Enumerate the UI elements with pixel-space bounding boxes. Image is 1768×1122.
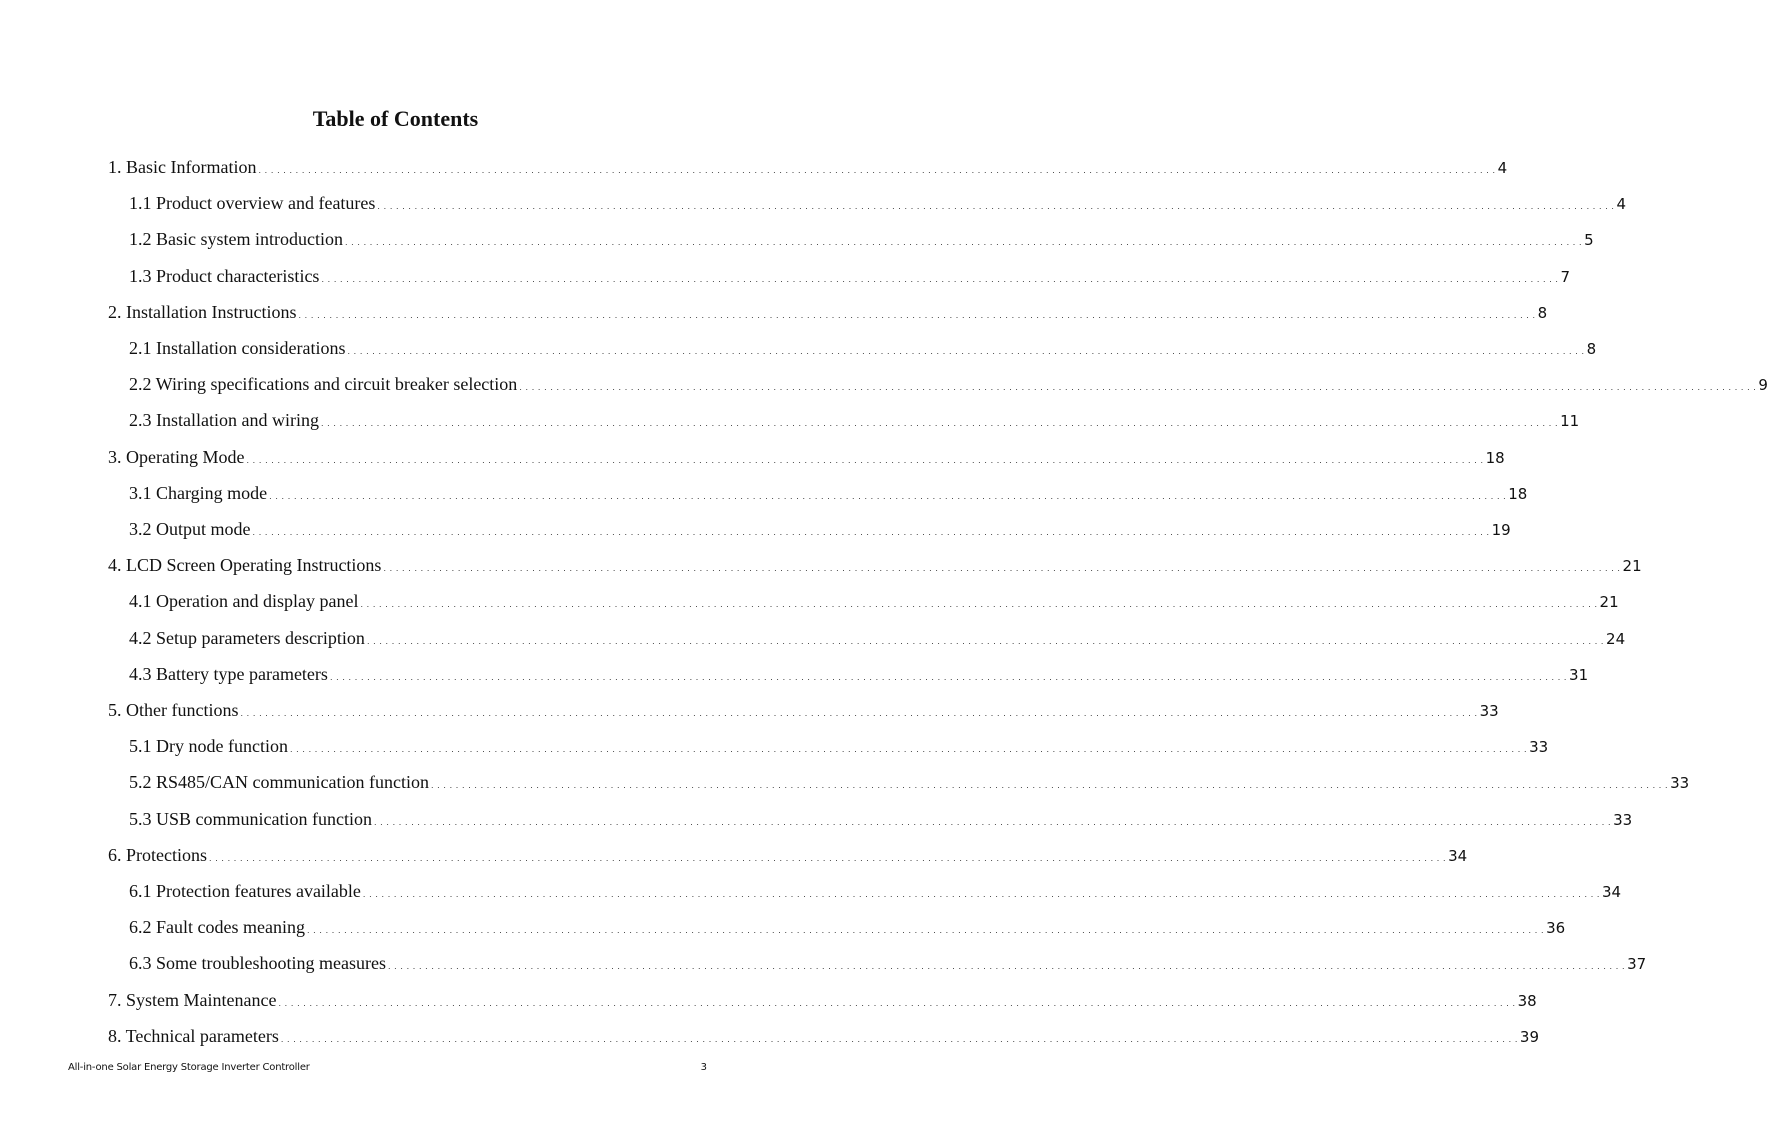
dot-leader: . . . . . . . . . . . . . . . . . . . . . . . . . . . . . . . . . . . . . . . . . . . . . . . . . . . . . . . . . . . . . . . . . . . . . . . . . . . . . . . . . . . . . . . . . . . . . . . . . . . . . . . . . . . . . . . . . . . . . . . . . . . . . . . . . . . . . . . . . . . . . . . . . . . . . . . . . . . . . . . . . . . . . . . . . . . . . . . . . . . . . . . . . . . . . . . . . . . . . . . .: [366, 635, 1605, 646]
toc-entry-label: 6. Protections: [108, 844, 207, 865]
dot-leader: . . . . . . . . . . . . . . . . . . . . . . . . . . . . . . . . . . . . . . . . . . . . . . . . . . . . . . . . . . . . . . . . . . . . . . . . . . . . . . . . . . . . . . . . . . . . . . . . . . . . . . . . . . . . . . . . . . . . . . . . . . . . . . . . . . . . . . . . . . . . . . . . . . . . . . . . . . . . . . . . . . . . . . . . . . . . . . . . . . . . . . . . . . . . . . . . . . . . . . . .: [387, 961, 1626, 972]
toc-entry[interactable]: [108, 697, 1499, 723]
toc-entry-page: 18: [1508, 484, 1528, 503]
toc-entry-page: 18: [1485, 448, 1505, 467]
toc-entry-page: 21: [1622, 557, 1642, 576]
toc-entry[interactable]: [129, 625, 1626, 651]
footer-page-number: 3: [700, 1062, 707, 1073]
toc-entry-label: 2.3 Installation and wiring: [129, 410, 319, 431]
toc-entry[interactable]: [108, 154, 1508, 180]
toc-entry[interactable]: [129, 661, 1589, 687]
dot-leader: . . . . . . . . . . . . . . . . . . . . . . . . . . . . . . . . . . . . . . . . . . . . . . . . . . . . . . . . . . . . . . . . . . . . . . . . . . . . . . . . . . . . . . . . . . . . . . . . . . . . . . . . . . . . . . . . . . . . . . . . . . . . . . . . . . . . . . . . . . . . . . . . . . . . . . . . . . . . . . . . . . . . . . . . . . . . . . . . . . . . . . . . . . . . . . . . . . . . . . . .: [258, 165, 1496, 175]
toc-entry-label: 1. Basic Information: [108, 157, 257, 177]
dot-leader: . . . . . . . . . . . . . . . . . . . . . . . . . . . . . . . . . . . . . . . . . . . . . . . . . . . . . . . . . . . . . . . . . . . . . . . . . . . . . . . . . . . . . . . . . . . . . . . . . . . . . . . . . . . . . . . . . . . . . . . . . . . . . . . . . . . . . . . . . . . . . . . . . . . . . . . . . . . . . . . . . . . . . . . . . . . . . . . . . . . . . . . . . . . . . . . . . . . . . . . .: [347, 346, 1585, 356]
dot-leader: . . . . . . . . . . . . . . . . . . . . . . . . . . . . . . . . . . . . . . . . . . . . . . . . . . . . . . . . . . . . . . . . . . . . . . . . . . . . . . . . . . . . . . . . . . . . . . . . . . . . . . . . . . . . . . . . . . . . . . . . . . . . . . . . . . . . . . . . . . . . . . . . . . . . . . . . . . . . . . . . . . . . . . . . . . . . . . . . . . . . . . . . . . . . . . . . . . . . . . . .: [377, 201, 1615, 212]
dot-leader: . . . . . . . . . . . . . . . . . . . . . . . . . . . . . . . . . . . . . . . . . . . . . . . . . . . . . . . . . . . . . . . . . . . . . . . . . . . . . . . . . . . . . . . . . . . . . . . . . . . . . . . . . . . . . . . . . . . . . . . . . . . . . . . . . . . . . . . . . . . . . . . . . . . . . . . . . . . . . . . . . . . . . . . . . . . . . . . . . . . . . . . . . . . . . . . . . . . . . . . .: [373, 816, 1612, 827]
toc-entry[interactable]: [108, 1023, 1540, 1049]
toc-entry[interactable]: [129, 335, 1597, 361]
dot-leader: . . . . . . . . . . . . . . . . . . . . . . . . . . . . . . . . . . . . . . . . . . . . . . . . . . . . . . . . . . . . . . . . . . . . . . . . . . . . . . . . . . . . . . . . . . . . . . . . . . . . . . . . . . . . . . . . . . . . . . . . . . . . . . . . . . . . . . . . . . . . . . . . . . . . . . . . . . . . . . . . . . . . . . . . . . . . . . . . . . . . . . . . . . . . . . . . . . . . . . . .: [269, 490, 1507, 501]
toc-entry-page: 4: [1616, 195, 1627, 214]
toc-entry-page: 33: [1479, 702, 1499, 720]
toc-entry-page: 19: [1491, 521, 1511, 539]
toc-entry-label: 2. Installation Instructions: [108, 301, 297, 322]
dot-leader: . . . . . . . . . . . . . . . . . . . . . . . . . . . . . . . . . . . . . . . . . . . . . . . . . . . . . . . . . . . . . . . . . . . . . . . . . . . . . . . . . . . . . . . . . . . . . . . . . . . . . . . . . . . . . . . . . . . . . . . . . . . . . . . . . . . . . . . . . . . . . . . . . . . . . . . . . . . . . . . . . . . . . . . . . . . . . . . . . . . . . . . . . . . . . . . . . . . . . . . .: [383, 563, 1621, 574]
footer-document-title: All-in-one Solar Energy Storage Inverter Controller: [68, 1062, 310, 1073]
toc-entry-page: 9: [1758, 376, 1768, 395]
toc-entry[interactable]: [129, 914, 1566, 940]
toc-entry[interactable]: [129, 190, 1627, 216]
toc-entry-label: 2.1 Installation considerations: [129, 338, 346, 358]
toc-entry-label: 2.2 Wiring specifications and circuit breaker selection: [129, 374, 518, 395]
toc-entry[interactable]: [108, 552, 1642, 578]
toc-entry-label: 3.1 Charging mode: [129, 482, 268, 503]
toc-entry-label: 4.1 Operation and display panel: [129, 591, 359, 612]
dot-leader: . . . . . . . . . . . . . . . . . . . . . . . . . . . . . . . . . . . . . . . . . . . . . . . . . . . . . . . . . . . . . . . . . . . . . . . . . . . . . . . . . . . . . . . . . . . . . . . . . . . . . . . . . . . . . . . . . . . . . . . . . . . . . . . . . . . . . . . . . . . . . . . . . . . . . . . . . . . . . . . . . . . . . . . . . . . . . . . . . . . . . . . . . . . . . . . . . . . . . . . .: [298, 309, 1536, 320]
toc-entry[interactable]: [129, 950, 1647, 976]
toc-entry-page: 24: [1606, 629, 1626, 648]
toc-entry-page: 4: [1497, 159, 1508, 177]
toc-entry-page: 8: [1586, 340, 1597, 358]
toc-entry-label: 3. Operating Mode: [108, 446, 245, 467]
toc-entry[interactable]: [108, 299, 1548, 325]
dot-leader: . . . . . . . . . . . . . . . . . . . . . . . . . . . . . . . . . . . . . . . . . . . . . . . . . . . . . . . . . . . . . . . . . . . . . . . . . . . . . . . . . . . . . . . . . . . . . . . . . . . . . . . . . . . . . . . . . . . . . . . . . . . . . . . . . . . . . . . . . . . . . . . . . . . . . . . . . . . . . . . . . . . . . . . . . . . . . . . . . . . . . . . . . . . . . . . . . . . . . . . .: [246, 454, 1484, 465]
toc-entry[interactable]: [129, 588, 1619, 614]
toc-entry[interactable]: [129, 733, 1549, 759]
page-title: Table of Contents: [312, 106, 479, 131]
toc-entry-page: 33: [1670, 774, 1690, 793]
toc-entry-label: 6.2 Fault codes meaning: [129, 917, 305, 938]
toc-entry-label: 1.3 Product characteristics: [129, 265, 320, 286]
toc-entry-page: 39: [1519, 1027, 1540, 1046]
dot-leader: . . . . . . . . . . . . . . . . . . . . . . . . . . . . . . . . . . . . . . . . . . . . . . . . . . . . . . . . . . . . . . . . . . . . . . . . . . . . . . . . . . . . . . . . . . . . . . . . . . . . . . . . . . . . . . . . . . . . . . . . . . . . . . . . . . . . . . . . . . . . . . . . . . . . . . . . . . . . . . . . . . . . . . . . . . . . . . . . . . . . . . . . . . . . . . . . . . . . . . . .: [430, 780, 1669, 791]
toc-entry-page: 36: [1546, 919, 1566, 938]
toc-entry-page: 11: [1560, 412, 1580, 431]
dot-leader: . . . . . . . . . . . . . . . . . . . . . . . . . . . . . . . . . . . . . . . . . . . . . . . . . . . . . . . . . . . . . . . . . . . . . . . . . . . . . . . . . . . . . . . . . . . . . . . . . . . . . . . . . . . . . . . . . . . . . . . . . . . . . . . . . . . . . . . . . . . . . . . . . . . . . . . . . . . . . . . . . . . . . . . . . . . . . . . . . . . . . . . . . . . . . . . . . . . . . . . .: [280, 1033, 1518, 1044]
toc-entry-label: 5. Other functions: [108, 700, 239, 720]
toc-entry-page: 34: [1448, 846, 1468, 865]
toc-entry-label: 4.3 Battery type parameters: [129, 663, 328, 684]
toc-entry[interactable]: [129, 371, 1768, 397]
toc-entry[interactable]: [129, 407, 1580, 433]
toc-entry-label: 7. System Maintenance: [108, 989, 277, 1010]
toc-entry-page: 34: [1602, 883, 1622, 901]
toc-entry[interactable]: [129, 878, 1622, 904]
dot-leader: . . . . . . . . . . . . . . . . . . . . . . . . . . . . . . . . . . . . . . . . . . . . . . . . . . . . . . . . . . . . . . . . . . . . . . . . . . . . . . . . . . . . . . . . . . . . . . . . . . . . . . . . . . . . . . . . . . . . . . . . . . . . . . . . . . . . . . . . . . . . . . . . . . . . . . . . . . . . . . . . . . . . . . . . . . . . . . . . . . . . . . . . . . . . . . . . . . . . . . . .: [278, 997, 1516, 1008]
toc-entry-label: 5.2 RS485/CAN communication function: [129, 772, 429, 793]
toc-entry[interactable]: [129, 226, 1594, 252]
toc-entry-label: 1.2 Basic system introduction: [129, 229, 343, 250]
toc-entry-page: 8: [1537, 303, 1548, 322]
toc-entry-label: 4.2 Setup parameters description: [129, 627, 365, 648]
toc-entry-page: 21: [1599, 593, 1619, 612]
toc-entry-page: 33: [1613, 810, 1633, 829]
dot-leader: . . . . . . . . . . . . . . . . . . . . . . . . . . . . . . . . . . . . . . . . . . . . . . . . . . . . . . . . . . . . . . . . . . . . . . . . . . . . . . . . . . . . . . . . . . . . . . . . . . . . . . . . . . . . . . . . . . . . . . . . . . . . . . . . . . . . . . . . . . . . . . . . . . . . . . . . . . . . . . . . . . . . . . . . . . . . . . . . . . . . . . . . . . . . . . . . . . . . . . . .: [209, 852, 1447, 863]
dot-leader: . . . . . . . . . . . . . . . . . . . . . . . . . . . . . . . . . . . . . . . . . . . . . . . . . . . . . . . . . . . . . . . . . . . . . . . . . . . . . . . . . . . . . . . . . . . . . . . . . . . . . . . . . . . . . . . . . . . . . . . . . . . . . . . . . . . . . . . . . . . . . . . . . . . . . . . . . . . . . . . . . . . . . . . . . . . . . . . . . . . . . . . . . . . . . . . . . . . . . . . .: [519, 382, 1757, 393]
toc-entry-label: 3.2 Output mode: [129, 519, 251, 539]
toc-entry-label: 5.3 USB communication function: [129, 808, 372, 829]
dot-leader: . . . . . . . . . . . . . . . . . . . . . . . . . . . . . . . . . . . . . . . . . . . . . . . . . . . . . . . . . . . . . . . . . . . . . . . . . . . . . . . . . . . . . . . . . . . . . . . . . . . . . . . . . . . . . . . . . . . . . . . . . . . . . . . . . . . . . . . . . . . . . . . . . . . . . . . . . . . . . . . . . . . . . . . . . . . . . . . . . . . . . . . . . . . . . . . . . . . . . . . .: [240, 708, 1478, 718]
toc-entry[interactable]: [108, 842, 1468, 868]
dot-leader: . . . . . . . . . . . . . . . . . . . . . . . . . . . . . . . . . . . . . . . . . . . . . . . . . . . . . . . . . . . . . . . . . . . . . . . . . . . . . . . . . . . . . . . . . . . . . . . . . . . . . . . . . . . . . . . . . . . . . . . . . . . . . . . . . . . . . . . . . . . . . . . . . . . . . . . . . . . . . . . . . . . . . . . . . . . . . . . . . . . . . . . . . . . . . . . . . . . . . . . .: [320, 418, 1559, 429]
toc-entry[interactable]: [129, 806, 1633, 832]
toc-entry-label: 1.1 Product overview and features: [129, 193, 376, 214]
toc-entry-label: 5.1 Dry node function: [129, 736, 288, 757]
dot-leader: . . . . . . . . . . . . . . . . . . . . . . . . . . . . . . . . . . . . . . . . . . . . . . . . . . . . . . . . . . . . . . . . . . . . . . . . . . . . . . . . . . . . . . . . . . . . . . . . . . . . . . . . . . . . . . . . . . . . . . . . . . . . . . . . . . . . . . . . . . . . . . . . . . . . . . . . . . . . . . . . . . . . . . . . . . . . . . . . . . . . . . . . . . . . . . . . . . . . . . . .: [289, 744, 1528, 755]
dot-leader: . . . . . . . . . . . . . . . . . . . . . . . . . . . . . . . . . . . . . . . . . . . . . . . . . . . . . . . . . . . . . . . . . . . . . . . . . . . . . . . . . . . . . . . . . . . . . . . . . . . . . . . . . . . . . . . . . . . . . . . . . . . . . . . . . . . . . . . . . . . . . . . . . . . . . . . . . . . . . . . . . . . . . . . . . . . . . . . . . . . . . . . . . . . . . . . . . . . . . . . .: [360, 599, 1598, 610]
dot-leader: . . . . . . . . . . . . . . . . . . . . . . . . . . . . . . . . . . . . . . . . . . . . . . . . . . . . . . . . . . . . . . . . . . . . . . . . . . . . . . . . . . . . . . . . . . . . . . . . . . . . . . . . . . . . . . . . . . . . . . . . . . . . . . . . . . . . . . . . . . . . . . . . . . . . . . . . . . . . . . . . . . . . . . . . . . . . . . . . . . . . . . . . . . . . . . . . . . . . . . . .: [344, 237, 1583, 248]
toc-entry-page: 31: [1569, 665, 1589, 684]
toc-entry[interactable]: [108, 444, 1505, 470]
toc-entry-page: 37: [1627, 955, 1647, 974]
toc-entry[interactable]: [129, 769, 1690, 795]
dot-leader: . . . . . . . . . . . . . . . . . . . . . . . . . . . . . . . . . . . . . . . . . . . . . . . . . . . . . . . . . . . . . . . . . . . . . . . . . . . . . . . . . . . . . . . . . . . . . . . . . . . . . . . . . . . . . . . . . . . . . . . . . . . . . . . . . . . . . . . . . . . . . . . . . . . . . . . . . . . . . . . . . . . . . . . . . . . . . . . . . . . . . . . . . . . . . . . . . . . . . . . .: [329, 671, 1568, 682]
toc-entry-page: 38: [1517, 991, 1537, 1010]
dot-leader: . . . . . . . . . . . . . . . . . . . . . . . . . . . . . . . . . . . . . . . . . . . . . . . . . . . . . . . . . . . . . . . . . . . . . . . . . . . . . . . . . . . . . . . . . . . . . . . . . . . . . . . . . . . . . . . . . . . . . . . . . . . . . . . . . . . . . . . . . . . . . . . . . . . . . . . . . . . . . . . . . . . . . . . . . . . . . . . . . . . . . . . . . . . . . . . . . . . . . . . .: [362, 889, 1601, 899]
toc-entry[interactable]: [108, 987, 1537, 1013]
toc-entry-page: 5: [1584, 231, 1594, 250]
toc-entry[interactable]: [129, 263, 1571, 289]
dot-leader: . . . . . . . . . . . . . . . . . . . . . . . . . . . . . . . . . . . . . . . . . . . . . . . . . . . . . . . . . . . . . . . . . . . . . . . . . . . . . . . . . . . . . . . . . . . . . . . . . . . . . . . . . . . . . . . . . . . . . . . . . . . . . . . . . . . . . . . . . . . . . . . . . . . . . . . . . . . . . . . . . . . . . . . . . . . . . . . . . . . . . . . . . . . . . . . . . . . . . . . .: [252, 527, 1490, 537]
toc-entry-label: 6.3 Some troubleshooting measures: [129, 953, 386, 974]
toc-entry-page: 33: [1529, 738, 1549, 757]
dot-leader: . . . . . . . . . . . . . . . . . . . . . . . . . . . . . . . . . . . . . . . . . . . . . . . . . . . . . . . . . . . . . . . . . . . . . . . . . . . . . . . . . . . . . . . . . . . . . . . . . . . . . . . . . . . . . . . . . . . . . . . . . . . . . . . . . . . . . . . . . . . . . . . . . . . . . . . . . . . . . . . . . . . . . . . . . . . . . . . . . . . . . . . . . . . . . . . . . . . . . . . .: [306, 925, 1545, 936]
toc-entry-label: 4. LCD Screen Operating Instructions: [108, 555, 382, 576]
toc-entry[interactable]: [129, 516, 1511, 542]
dot-leader: . . . . . . . . . . . . . . . . . . . . . . . . . . . . . . . . . . . . . . . . . . . . . . . . . . . . . . . . . . . . . . . . . . . . . . . . . . . . . . . . . . . . . . . . . . . . . . . . . . . . . . . . . . . . . . . . . . . . . . . . . . . . . . . . . . . . . . . . . . . . . . . . . . . . . . . . . . . . . . . . . . . . . . . . . . . . . . . . . . . . . . . . . . . . . . . . . . . . . . . .: [321, 273, 1559, 284]
toc-entry-label: 8. Technical parameters: [108, 1025, 279, 1046]
toc-entry-page: 7: [1560, 267, 1571, 286]
toc-entry[interactable]: [129, 480, 1528, 506]
toc-entry-label: 6.1 Protection features available: [129, 881, 361, 901]
